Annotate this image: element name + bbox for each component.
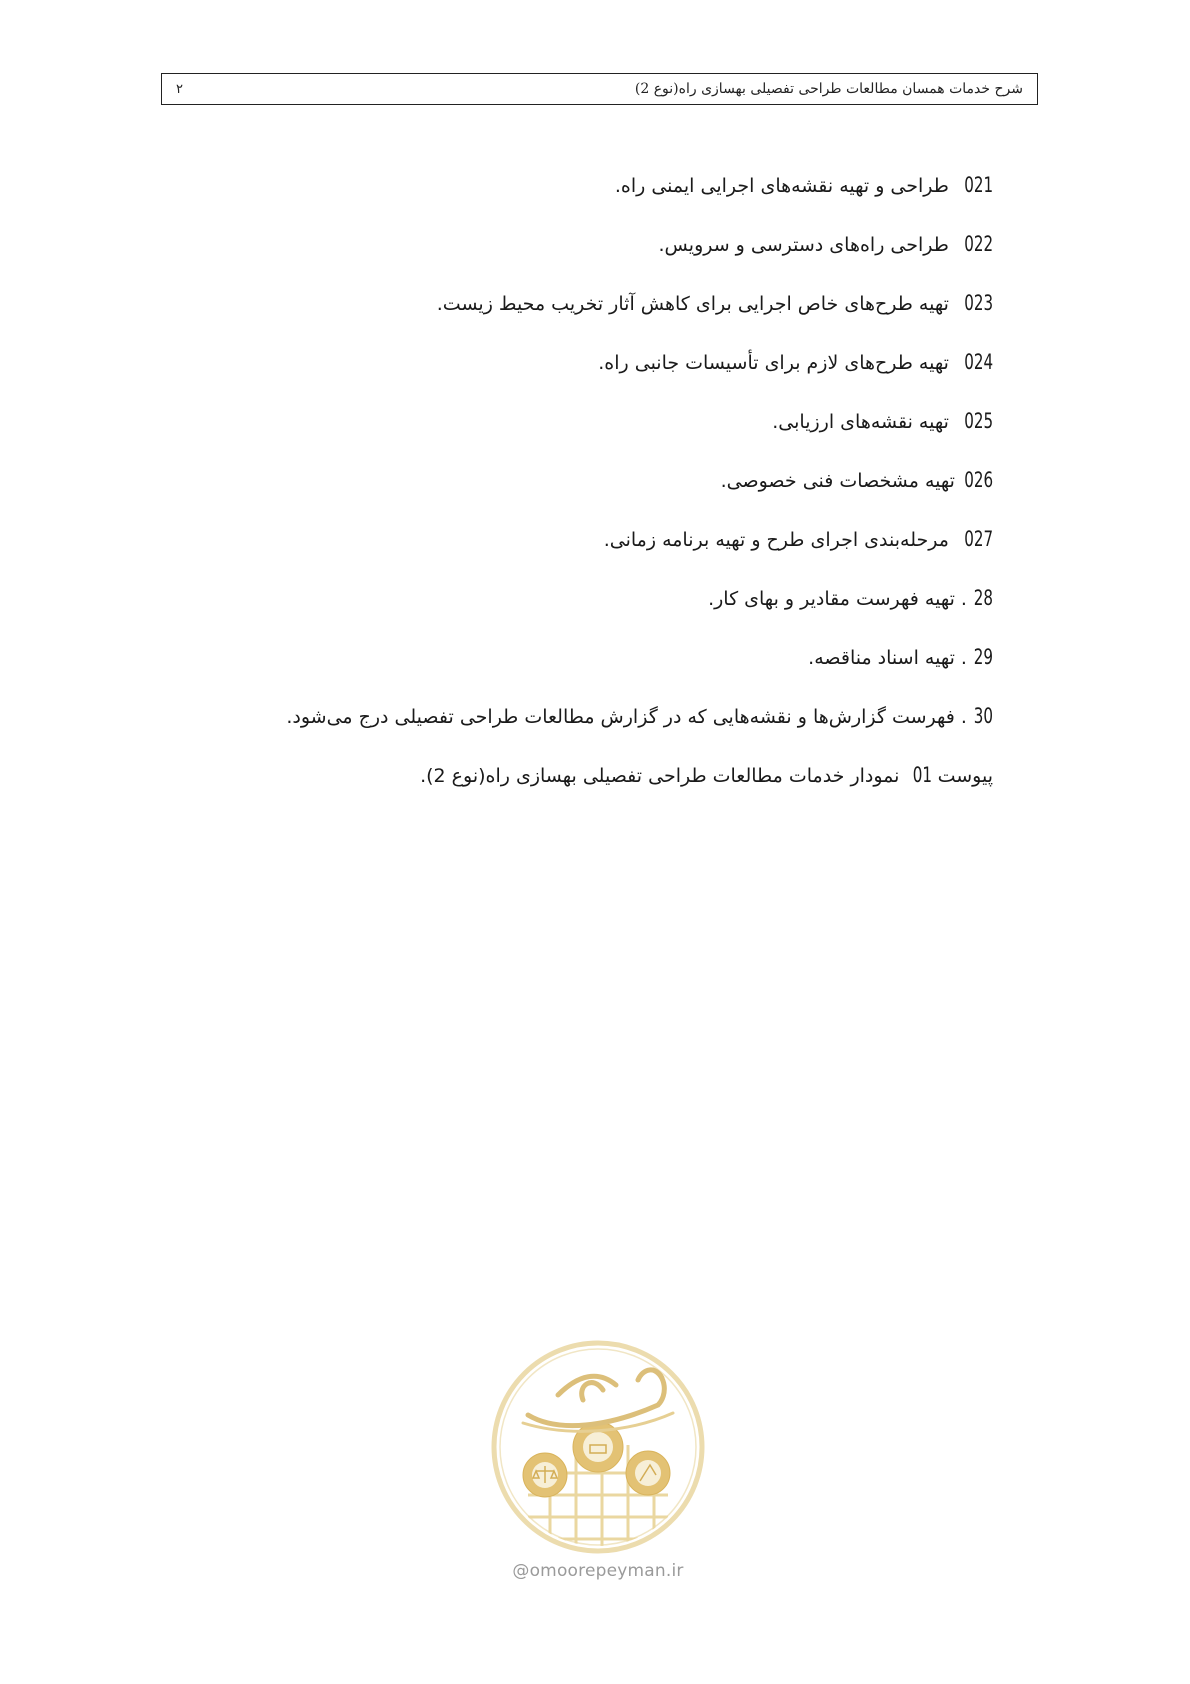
list-item bbox=[233, 408, 993, 467]
item-text: طراحی راه‌های دسترسی و سرویس. bbox=[658, 234, 955, 256]
at-icon: @ bbox=[512, 1561, 530, 1581]
item-text: مرحله‌بندی اجرای طرح و تهیه برنامه زمانی. bbox=[603, 529, 955, 551]
appendix-number: 01 bbox=[912, 763, 932, 787]
list-item bbox=[233, 467, 993, 526]
list-item bbox=[233, 703, 993, 762]
item-text: تهیه نقشه‌های ارزیابی. bbox=[772, 411, 955, 433]
watermark-site bbox=[488, 1561, 708, 1581]
item-text: تهیه مشخصات فنی خصوصی. bbox=[720, 470, 955, 492]
item-number: 021 bbox=[964, 173, 993, 197]
item-number: 024 bbox=[964, 350, 993, 374]
list-item bbox=[233, 290, 993, 349]
watermark-emblem bbox=[488, 1335, 708, 1560]
list-item bbox=[233, 349, 993, 408]
item-text: . فهرست گزارش‌ها و نقشه‌هایی که در گزارش مطالعات طراحی تفصیلی درج می‌شود. bbox=[286, 706, 967, 728]
list-item bbox=[233, 585, 993, 644]
item-text: . تهیه فهرست مقادیر و بهای کار. bbox=[708, 588, 967, 610]
logo-script bbox=[528, 1370, 664, 1426]
item-text: طراحی و تهیه نقشه‌های اجرایی ایمنی راه. bbox=[614, 175, 955, 197]
item-number: 025 bbox=[964, 409, 993, 433]
item-number: 026 bbox=[964, 468, 993, 492]
watermark-logo bbox=[488, 1335, 708, 1605]
appendix-prefix: پیوست bbox=[931, 765, 993, 787]
item-number: 027 bbox=[964, 527, 993, 551]
item-text: . تهیه اسناد مناقصه. bbox=[808, 647, 967, 669]
appendix-text: نمودار خدمات مطالعات طراحی تفصیلی بهسازی راه(نوع 2). bbox=[420, 765, 906, 787]
page-number: ۲ bbox=[176, 81, 183, 97]
list-item bbox=[233, 526, 993, 585]
header-title: شرح خدمات همسان مطالعات طراحی تفصیلی بهسازی راه(نوع 2) bbox=[634, 81, 1023, 97]
page-header bbox=[161, 73, 1038, 105]
list-item bbox=[233, 644, 993, 703]
item-number: 30 bbox=[973, 704, 993, 728]
list-item bbox=[233, 231, 993, 290]
document-body bbox=[233, 172, 993, 821]
item-text: تهیه طرح‌های لازم برای تأسیسات جانبی راه. bbox=[598, 352, 955, 374]
list-item bbox=[233, 172, 993, 231]
item-number: 022 bbox=[964, 232, 993, 256]
item-text: تهیه طرح‌های خاص اجرایی برای کاهش آثار تخریب محیط زیست. bbox=[436, 293, 955, 315]
item-number: 28 bbox=[973, 586, 993, 610]
watermark-url: omoorepeyman.ir bbox=[529, 1561, 684, 1581]
item-number: 29 bbox=[973, 645, 993, 669]
appendix-line bbox=[233, 762, 993, 821]
item-number: 023 bbox=[964, 291, 993, 315]
